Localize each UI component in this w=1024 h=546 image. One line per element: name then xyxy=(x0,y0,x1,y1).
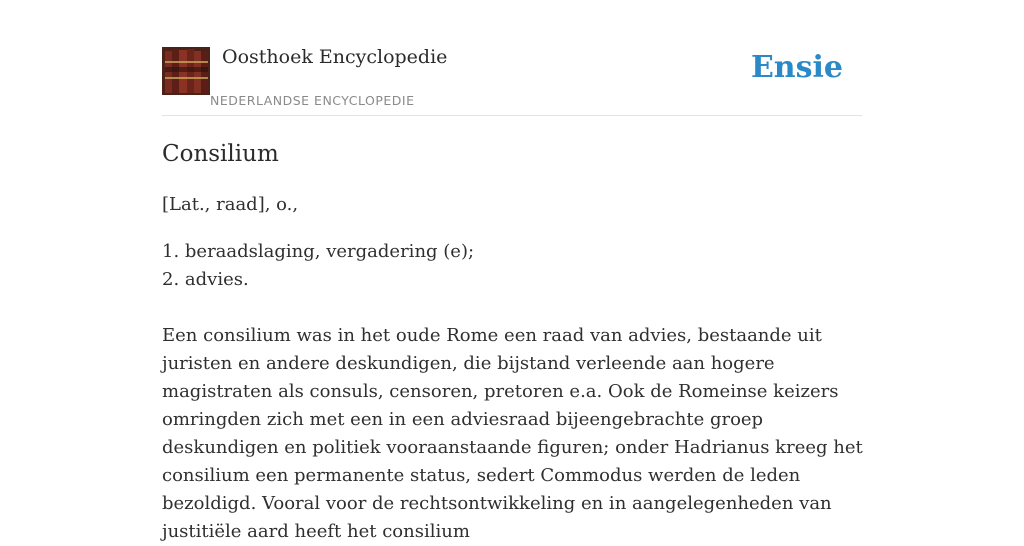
article xyxy=(162,138,866,546)
definition-list xyxy=(162,238,866,294)
definition-item: 2. advies. xyxy=(162,269,249,290)
article-etymology: [Lat., raad], o., xyxy=(162,194,299,215)
site-title[interactable]: Oosthoek Encyclopedie xyxy=(222,46,448,68)
article-title: Consilium xyxy=(162,141,279,167)
definition-item: 1. beraadslaging, vergadering (e); xyxy=(162,241,475,262)
brand-logo-link[interactable]: Ensie xyxy=(750,50,843,85)
article-body: Een consilium was in het oude Rome een raad van advies, bestaande uit juristen en andere deskundigen, die bijstand verleende aan hogere magistraten als consuls, censoren, pretoren e.a. Ook de Romeinse keizers omringden zich met een in een adviesraad bijeengebrachte groep deskundigen en politiek vooraanstaande figuren; onder Hadrianus kreeg het consilium een permanente status, sedert Commodus werden de leden bezoldigd. Vooral voor de rechtsontwikkeling en in aangelegenheden van justitiële aard heeft het consilium xyxy=(162,325,863,542)
books-icon[interactable] xyxy=(162,47,210,95)
site-subtitle: NEDERLANDSE ENCYCLOPEDIE xyxy=(210,93,415,108)
site-header xyxy=(162,46,862,116)
